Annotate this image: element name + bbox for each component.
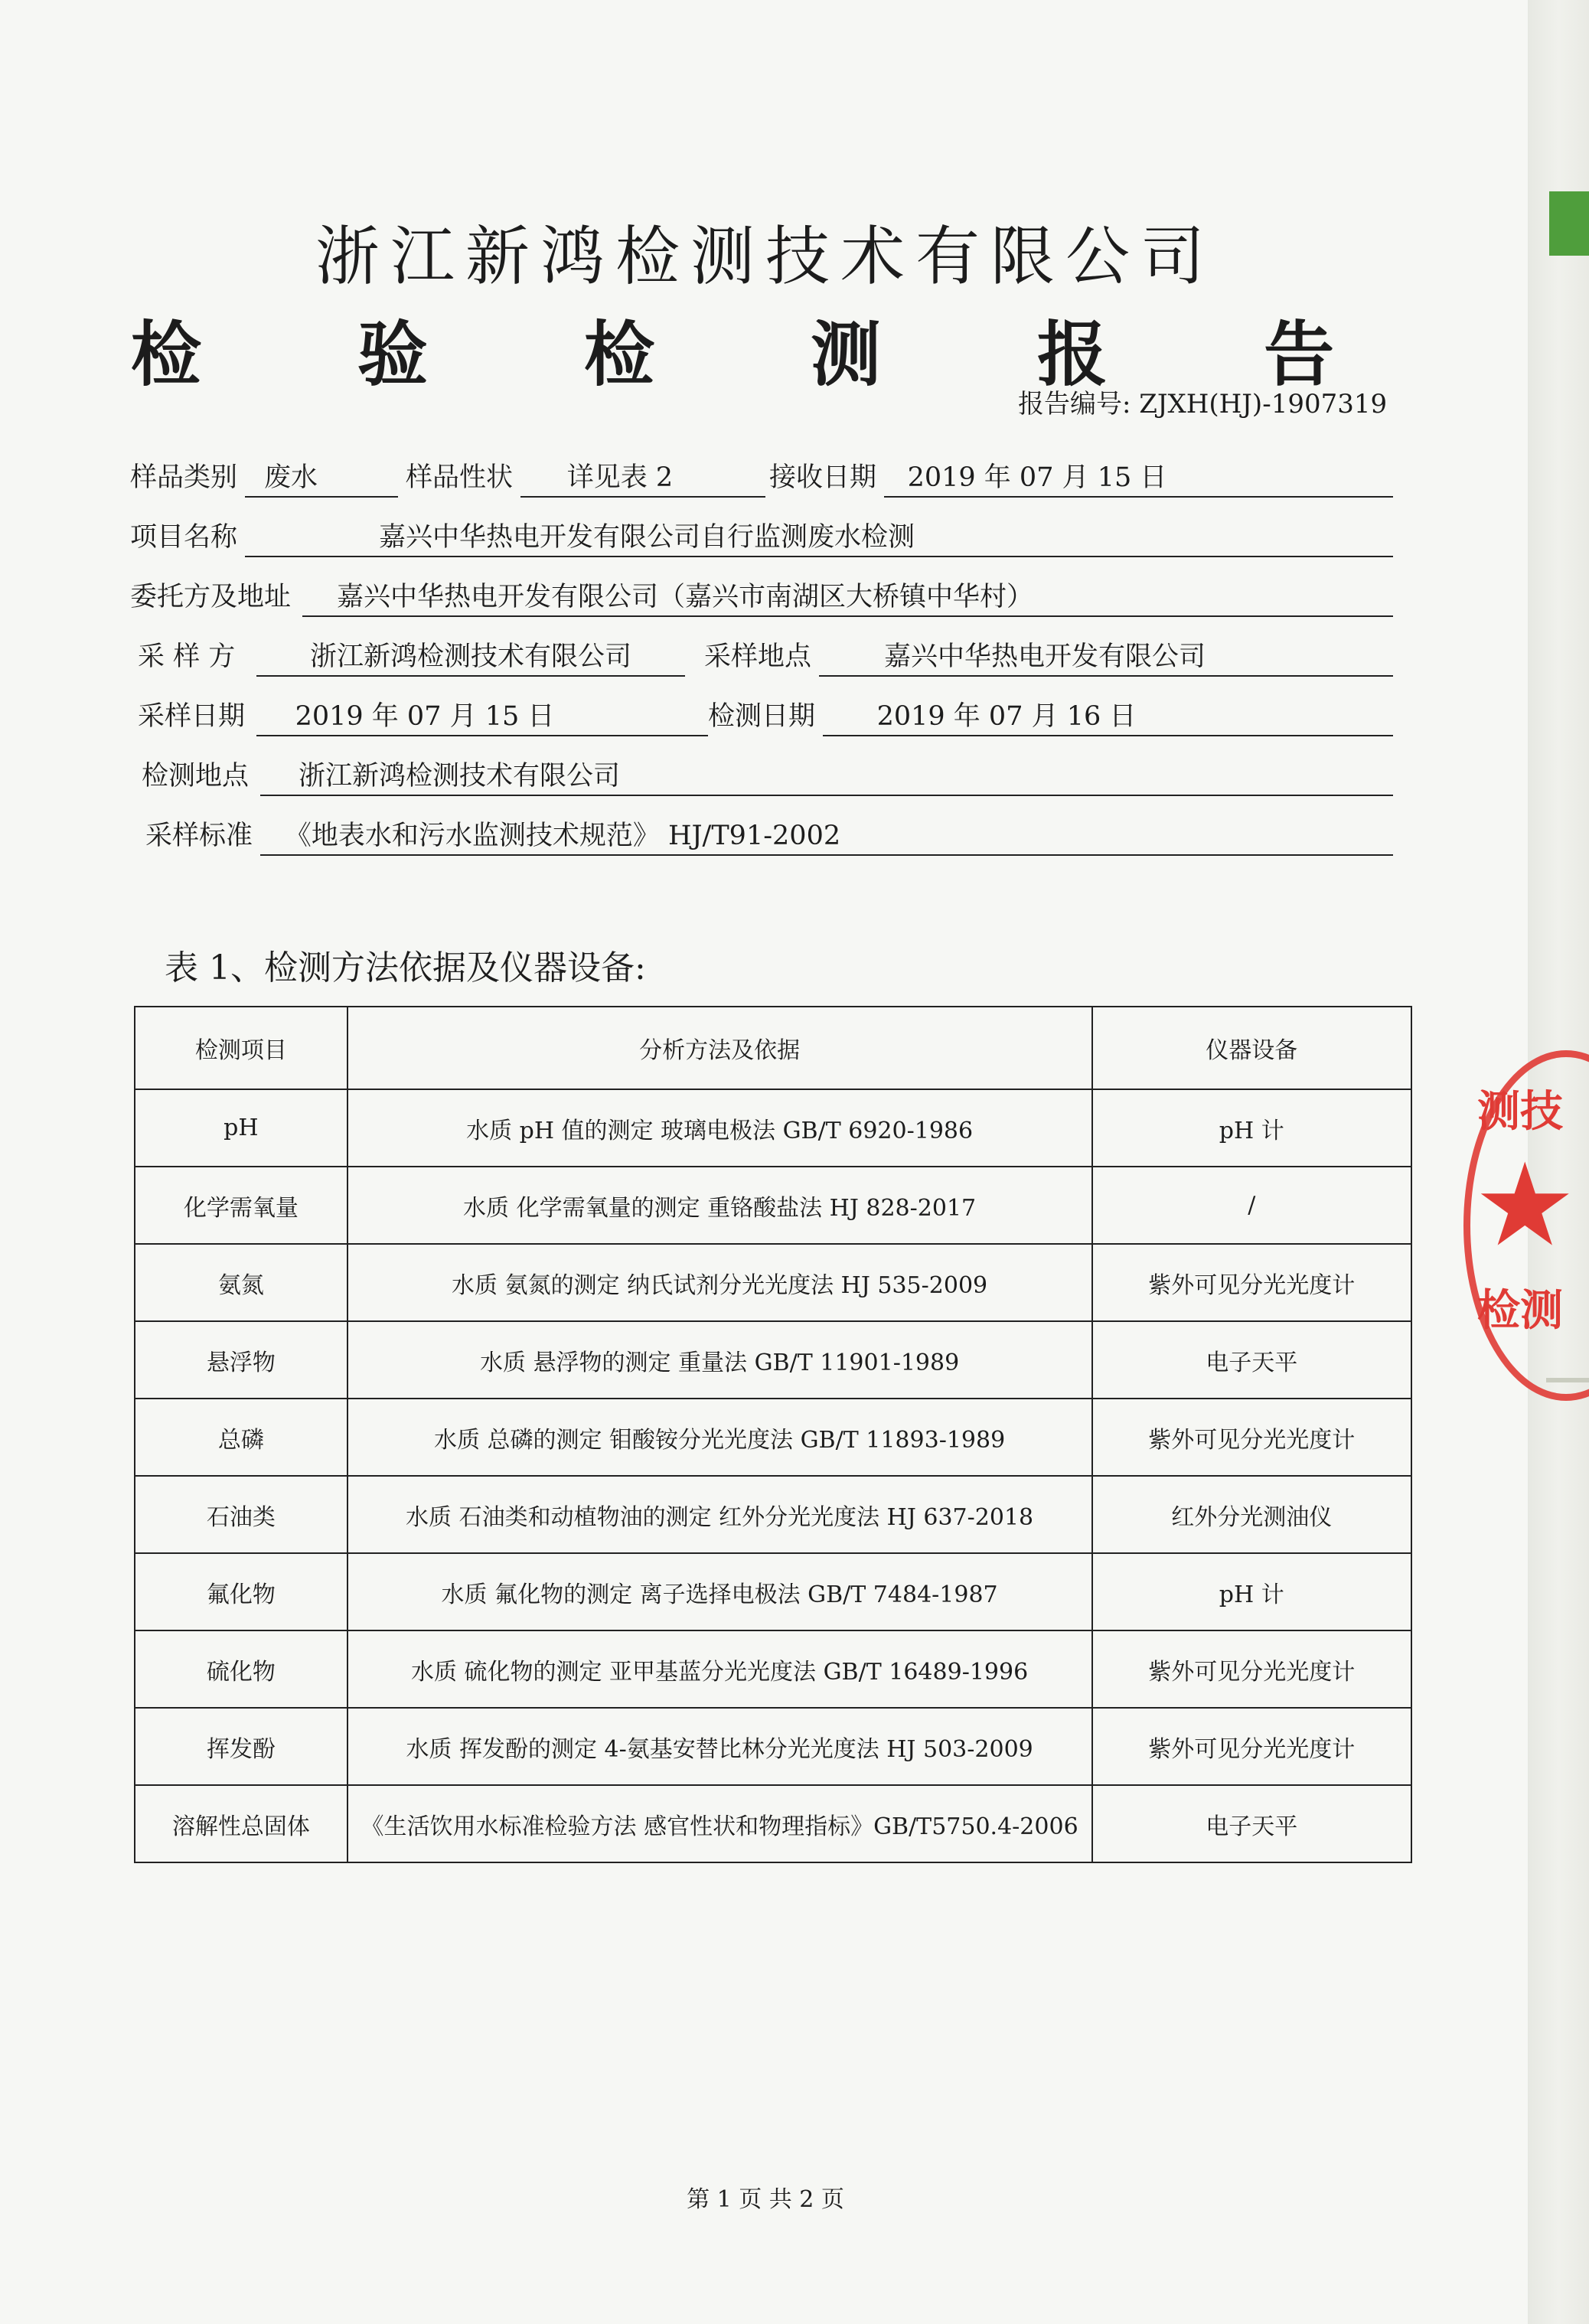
- seal-text-bottom: 检测: [1477, 1286, 1563, 1336]
- table-row: [135, 1244, 1411, 1321]
- test-location-label: 检测地点: [142, 761, 250, 792]
- cell-instrument: 紫外可见分光光度计: [1092, 1399, 1411, 1476]
- sampling-date-label: 采样日期: [138, 701, 246, 732]
- cell-item: 化学需氧量: [135, 1167, 347, 1244]
- cell-method: 《生活饮用水标准检验方法 感官性状和物理指标》GB/T5750.4-2006: [347, 1785, 1092, 1862]
- cell-item: 溶解性总固体: [135, 1785, 347, 1862]
- cell-method: 水质 氟化物的测定 离子选择电极法 GB/T 7484-1987: [347, 1553, 1092, 1630]
- cell-method: 水质 挥发酚的测定 4-氨基安替比林分光光度法 HJ 503-2009: [347, 1708, 1092, 1785]
- table-header-row: [135, 1007, 1411, 1089]
- test-date-value: 2019 年 07 月 16 日: [876, 701, 1137, 732]
- header-instrument: 仪器设备: [1092, 1007, 1411, 1089]
- cell-instrument: 电子天平: [1092, 1785, 1411, 1862]
- cell-instrument: 紫外可见分光光度计: [1092, 1630, 1411, 1708]
- underline: [520, 496, 765, 498]
- table-row: [135, 1321, 1411, 1399]
- cell-item: 氨氮: [135, 1244, 347, 1321]
- sample-state-value: 详见表 2: [566, 462, 674, 493]
- underline: [256, 675, 685, 677]
- seal-text-top: 测技: [1477, 1087, 1563, 1137]
- field-row-location: [130, 750, 1393, 796]
- test-location-value: 浙江新鸿检测技术有限公司: [298, 761, 620, 792]
- cell-item: 悬浮物: [135, 1321, 347, 1399]
- receive-date-label: 接收日期: [769, 462, 877, 493]
- methods-table: [134, 1006, 1412, 1863]
- field-row-sampler: [130, 631, 1393, 677]
- underline: [884, 496, 1393, 498]
- cell-item: 硫化物: [135, 1630, 347, 1708]
- test-date-label: 检测日期: [708, 701, 816, 732]
- cell-item: 氟化物: [135, 1553, 347, 1630]
- report-title: 检 验 检 测 报 告: [130, 314, 1401, 396]
- field-row-sample: [130, 452, 1393, 498]
- cell-method: 水质 悬浮物的测定 重量法 GB/T 11901-1989: [347, 1321, 1092, 1399]
- green-index-tab: [1549, 191, 1589, 256]
- table-title: 表 1、检测方法依据及仪器设备:: [165, 948, 646, 987]
- page-number: 第 1 页 共 2 页: [687, 2186, 844, 2213]
- sampling-site-value: 嘉兴中华热电开发有限公司: [883, 641, 1206, 672]
- field-row-client: [130, 571, 1393, 617]
- seal-star-icon: ★: [1473, 1139, 1577, 1272]
- underline: [245, 556, 1393, 557]
- table-row: [135, 1708, 1411, 1785]
- sampling-date-value: 2019 年 07 月 15 日: [295, 701, 555, 732]
- cell-instrument: 电子天平: [1092, 1321, 1411, 1399]
- cell-instrument: 紫外可见分光光度计: [1092, 1708, 1411, 1785]
- cell-instrument: 红外分光测油仪: [1092, 1476, 1411, 1553]
- field-row-dates: [130, 690, 1393, 736]
- report-number-label: 报告编号:: [1018, 389, 1131, 419]
- sample-state-label: 样品性状: [406, 462, 514, 493]
- underline: [245, 496, 398, 498]
- header-item: 检测项目: [135, 1007, 347, 1089]
- table-row: [135, 1553, 1411, 1630]
- sample-category-label: 样品类别: [130, 462, 238, 493]
- underline: [823, 735, 1393, 736]
- cell-instrument: /: [1092, 1167, 1411, 1244]
- cell-method: 水质 硫化物的测定 亚甲基蓝分光光度法 GB/T 16489-1996: [347, 1630, 1092, 1708]
- cell-item: 挥发酚: [135, 1708, 347, 1785]
- sampling-standard-label: 采样标准: [145, 821, 253, 851]
- field-row-project: [130, 511, 1393, 557]
- client-label: 委托方及地址: [130, 582, 292, 612]
- sampler-label: 采 样 方: [138, 641, 236, 672]
- table-row: [135, 1399, 1411, 1476]
- table-row: [135, 1785, 1411, 1862]
- cell-method: 水质 石油类和动植物油的测定 红外分光光度法 HJ 637-2018: [347, 1476, 1092, 1553]
- underline: [819, 675, 1393, 677]
- receive-date-value: 2019 年 07 月 15 日: [907, 462, 1167, 493]
- table-row: [135, 1630, 1411, 1708]
- cell-item: 总磷: [135, 1399, 347, 1476]
- cell-instrument: pH 计: [1092, 1089, 1411, 1167]
- underline: [256, 735, 708, 736]
- underline: [260, 795, 1393, 796]
- report-number-value: ZJXH(HJ)-1907319: [1139, 389, 1388, 419]
- project-name-label: 项目名称: [130, 522, 238, 553]
- header-method: 分析方法及依据: [347, 1007, 1092, 1089]
- cell-instrument: pH 计: [1092, 1553, 1411, 1630]
- sampler-value: 浙江新鸿检测技术有限公司: [309, 641, 631, 672]
- cell-method: 水质 总磷的测定 钼酸铵分光光度法 GB/T 11893-1989: [347, 1399, 1092, 1476]
- company-name: 浙江新鸿检测技术有限公司: [315, 219, 1215, 294]
- project-name-value: 嘉兴中华热电开发有限公司自行监测废水检测: [378, 522, 915, 553]
- underline: [302, 615, 1393, 617]
- sample-category-value: 废水: [263, 462, 318, 493]
- cell-item: 石油类: [135, 1476, 347, 1553]
- table-row: [135, 1089, 1411, 1167]
- cell-item: pH: [135, 1089, 347, 1167]
- sampling-site-label: 采样地点: [704, 641, 812, 672]
- underline: [260, 854, 1393, 856]
- cell-instrument: 紫外可见分光光度计: [1092, 1244, 1411, 1321]
- cell-method: 水质 pH 值的测定 玻璃电极法 GB/T 6920-1986: [347, 1089, 1092, 1167]
- table-row: [135, 1476, 1411, 1553]
- field-row-standard: [130, 810, 1393, 856]
- client-value: 嘉兴中华热电开发有限公司（嘉兴市南湖区大桥镇中华村）: [336, 582, 1033, 612]
- report-number: [1018, 383, 1387, 420]
- table-row: [135, 1167, 1411, 1244]
- cell-method: 水质 氨氮的测定 纳氏试剂分光光度法 HJ 535-2009: [347, 1244, 1092, 1321]
- cell-method: 水质 化学需氧量的测定 重铬酸盐法 HJ 828-2017: [347, 1167, 1092, 1244]
- sampling-standard-value: 《地表水和污水监测技术规范》 HJ/T91-2002: [284, 821, 841, 851]
